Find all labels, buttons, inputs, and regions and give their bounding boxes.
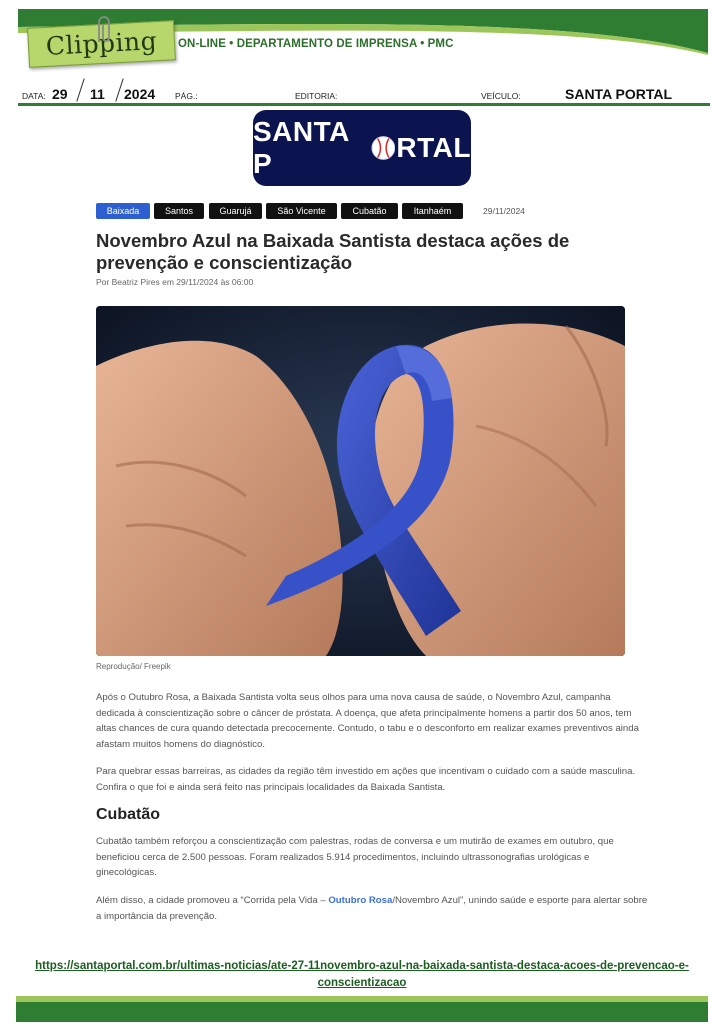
footer-band (16, 996, 708, 1022)
article-byline: Por Beatriz Pires em 29/11/2024 às 06:00 (96, 277, 254, 287)
header-title: ON-LINE • DEPARTAMENTO DE IMPRENSA • PMC (178, 38, 454, 50)
vehicle-name: SANTA PORTAL (565, 86, 673, 102)
article-date: 29/11/2024 (483, 206, 525, 216)
logo-text-right: RTAL (396, 132, 471, 163)
tag-itanhaem[interactable]: Itanhaém (402, 203, 463, 219)
baseball-icon (371, 135, 396, 161)
tag-baixada[interactable]: Baixada (96, 203, 150, 219)
ribbon-illustration (96, 306, 625, 656)
clipping-tag-label: Clipping (45, 26, 158, 61)
date-month: 11 (90, 86, 105, 102)
tag-guaruja[interactable]: Guarujá (209, 203, 262, 219)
tag-sao-vicente[interactable]: São Vicente (266, 203, 337, 219)
article-title: Novembro Azul na Baixada Santista destaca ações de prevenção e conscientização (96, 230, 570, 273)
article-paragraph: Cubatão também reforçou a conscientização com palestras, rodas de conversa e um mutirão de exames em outubro, que beneficiou cerca de 2.500 pessoas. Foram realizados 5.914 procedimentos, incluindo ultrassonografias urológicas e ginecológicas. (96, 836, 614, 878)
article-paragraph (96, 893, 648, 924)
metadata-divider (18, 103, 710, 106)
paragraph-text: /Novembro Azul”, unindo saúde e esporte para alertar sobre a importância da prevenção. (96, 895, 648, 922)
page-label: PÁG.: (175, 91, 198, 101)
paragraph-text: Além disso, a cidade promoveu a “Corrida pela Vida – (96, 895, 329, 906)
date-year: 2024 (124, 86, 156, 102)
outubro-rosa-link[interactable]: Outubro Rosa (328, 895, 393, 906)
article-paragraph: Após o Outubro Rosa, a Baixada Santista volta seus olhos para uma nova causa de saúde, o Novembro Azul, campanha dedicada à conscientização sobre o câncer de próstata. A doença, que afeta principalmente homens a partir dos 50 anos, tem altas chances de cura quando detectada precocemente. Contudo, o tabu e o desconforto em realizar exames preventivos ainda afastam muitos homens do diagnóstico. (96, 692, 639, 750)
section-heading: Cubatão (96, 806, 160, 823)
metadata-row (20, 84, 710, 104)
date-separator (115, 78, 123, 101)
source-url-link[interactable]: https://santaportal.com.br/ultimas-noticias/ate-27-11novembro-azul-na-baixada-santista-destaca-acoes-de-prevencao-e-conscientizacao (35, 960, 689, 989)
article-paragraph: Para quebrar essas barreiras, as cidades da região têm investido em ações que incentivam o cuidado com a saúde masculina. Confira o que foi e ainda será feito nas principais localidades da Baixada Santista. (96, 766, 636, 793)
section-label: EDITORIA: (295, 91, 338, 101)
paperclip-icon (92, 14, 116, 46)
vehicle-label: VEÍCULO: (481, 91, 521, 101)
tag-cubatao[interactable]: Cubatão (341, 203, 398, 219)
date-separator (76, 78, 84, 101)
santa-portal-logo (253, 110, 471, 186)
logo-text-left: SANTA P (253, 116, 349, 179)
date-label: DATA: (22, 91, 46, 101)
date-day: 29 (52, 86, 68, 102)
photo-caption: Reprodução/ Freepik (96, 662, 171, 671)
article-photo (96, 306, 625, 656)
tag-santos[interactable]: Santos (154, 203, 204, 219)
